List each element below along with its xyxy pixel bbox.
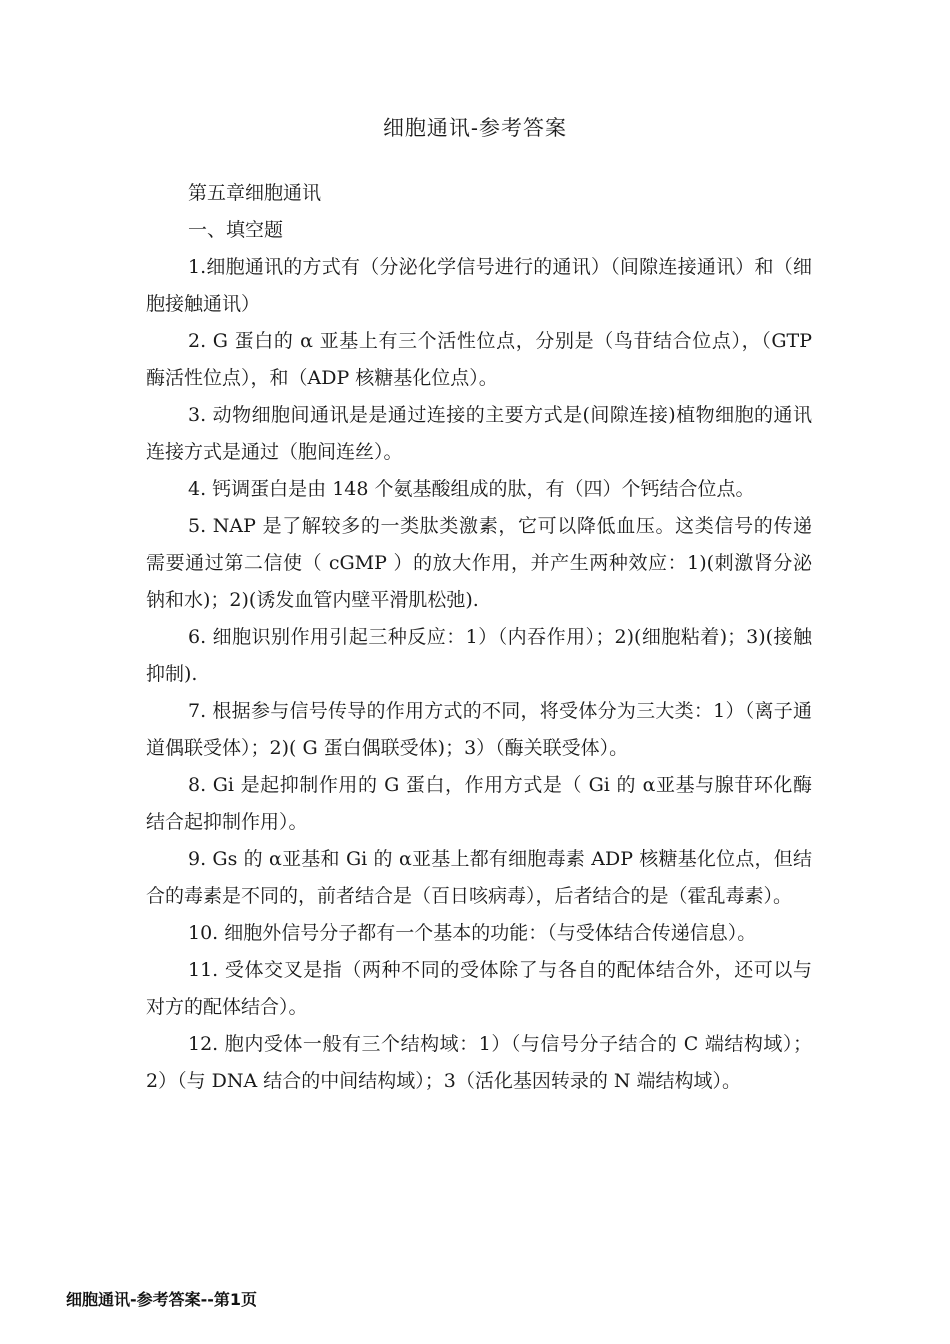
question-11: 11. 受体交叉是指（两种不同的受体除了与各自的配体结合外，还可以与对方的配体结合）。 (146, 959, 812, 1018)
section-heading: 一、填空题 (188, 219, 284, 241)
question-5: 5. NAP 是了解较多的一类肽类激素，它可以降低血压。这类信号的传递需要通过第二信使（ cGMP ）的放大作用，并产生两种效应：1)(刺激肾分泌钠和水)；2)(诱发血管内壁平滑肌松弛). (146, 515, 812, 611)
question-3: 3. 动物细胞间通讯是是通过连接的主要方式是(间隙连接)植物细胞的通讯连接方式是通过（胞间连丝）。 (146, 404, 812, 463)
question-6: 6. 细胞识别作用引起三种反应：1）（内吞作用）；2)(细胞粘着)；3)(接触抑制). (146, 626, 812, 685)
question-10: 10. 细胞外信号分子都有一个基本的功能：（与受体结合传递信息）。 (188, 922, 757, 944)
document-body (146, 175, 812, 1100)
question-7: 7. 根据参与信号传导的作用方式的不同，将受体分为三大类：1）（离子通道偶联受体）；2)( G 蛋白偶联受体)；3）（酶关联受体）。 (146, 700, 812, 759)
page-footer: 细胞通讯-参考答案--第1页 (66, 1290, 258, 1309)
question-8: 8. Gi 是起抑制作用的 G 蛋白，作用方式是（ Gi 的 α亚基与腺苷环化酶结合起抑制作用）。 (146, 774, 812, 833)
question-2: 2. G 蛋白的 α 亚基上有三个活性位点，分别是（鸟苷结合位点），（GTP 酶活性位点），和（ADP 核糖基化位点）。 (146, 330, 812, 389)
question-4: 4. 钙调蛋白是由 148 个氨基酸组成的肽，有（四）个钙结合位点。 (188, 478, 755, 500)
question-1: 1.细胞通讯的方式有（分泌化学信号进行的通讯）（间隙连接通讯）和（细胞接触通讯） (146, 256, 812, 315)
chapter-heading: 第五章细胞通讯 (188, 182, 322, 204)
question-9: 9. Gs 的 α亚基和 Gi 的 α亚基上都有细胞毒素 ADP 核糖基化位点，但结合的毒素是不同的，前者结合是（百日咳病毒），后者结合的是（霍乱毒素）。 (146, 848, 812, 907)
question-12: 12. 胞内受体一般有三个结构域：1）（与信号分子结合的 C 端结构域）；2）（与 DNA 结合的中间结构域）；3（活化基因转录的 N 端结构域）。 (146, 1033, 812, 1092)
page-title: 细胞通讯-参考答案 (382, 116, 568, 140)
